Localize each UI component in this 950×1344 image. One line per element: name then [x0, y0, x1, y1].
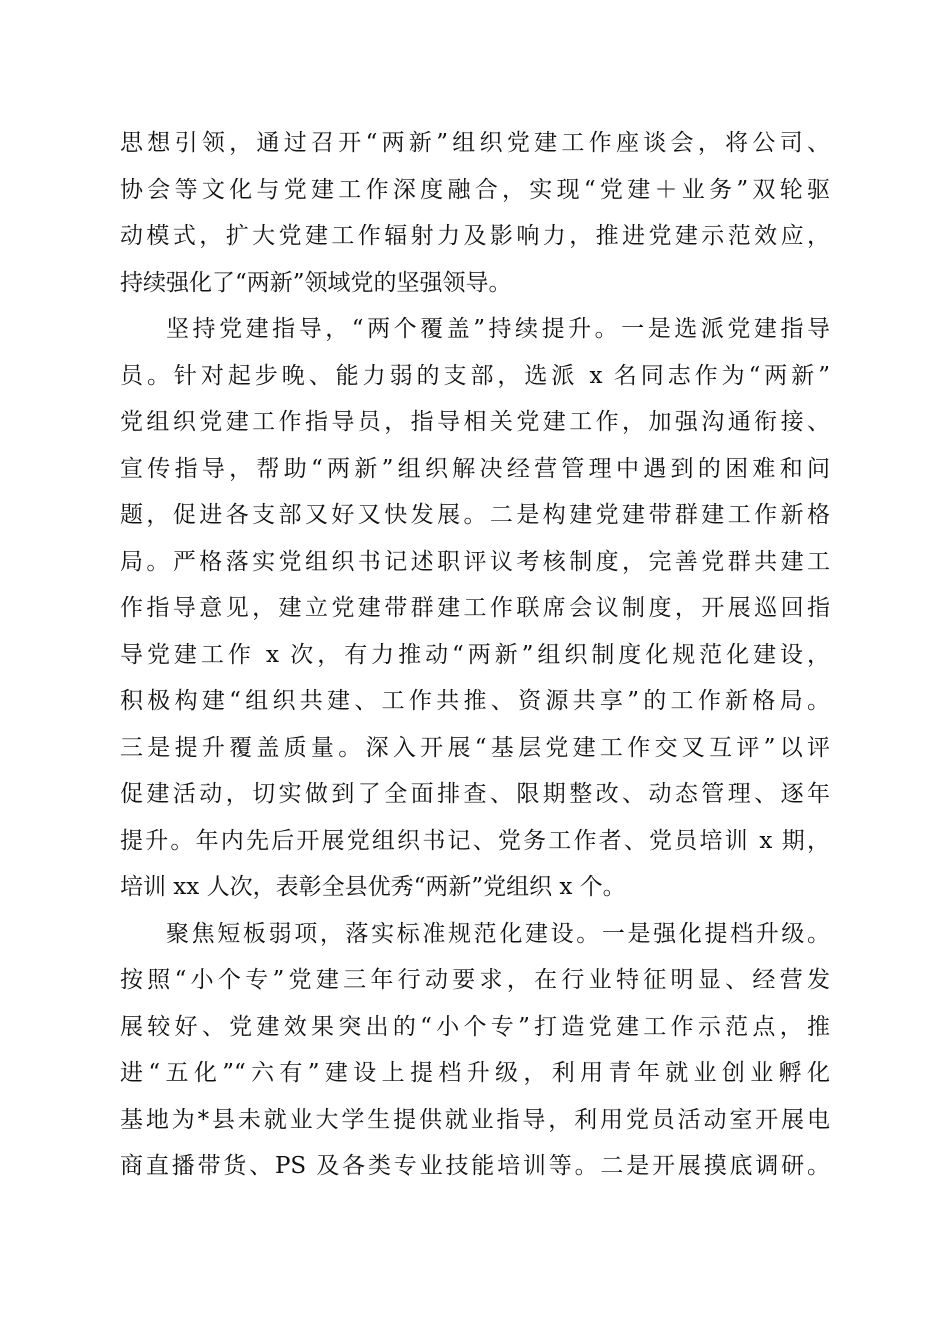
paragraph-1-line-3: 动模式，扩大党建工作辐射力及影响力，推进党建示范效应，	[120, 223, 830, 249]
paragraph-3-line-1: 聚焦短板弱项，落实标准规范化建设。一是强化提档升级。	[166, 920, 830, 947]
paragraph-1-line-4: 持续强化了“两新”领域党的坚强领导。	[120, 269, 512, 296]
paragraph-2-line-5: 题，促进各支部又好又快发展。二是构建党建带群建工作新格	[120, 502, 830, 528]
paragraph-3-line-5: 基地为*县未就业大学生提供就业指导，利用党员活动室开展电	[120, 1106, 830, 1133]
paragraph-2-line-2: 员。针对起步晚、能力弱的支部，选派 x 名同志作为“两新”	[120, 362, 830, 389]
paragraph-1-line-2: 协会等文化与党建工作深度融合，实现“党建＋业务”双轮驱	[120, 176, 830, 203]
paragraph-2-line-4: 宣传指导，帮助“两新”组织解决经营管理中遇到的困难和问	[120, 455, 830, 482]
document-body	[120, 120, 830, 1190]
paragraph-2-line-13: 培训 xx 人次，表彰全县优秀“两新”党组织 x 个。	[120, 874, 626, 900]
paragraph-3-line-4: 进“五化”“六有”建设上提档升级，利用青年就业创业孵化	[120, 1060, 830, 1086]
paragraph-2-line-11: 促建活动，切实做到了全面排查、限期整改、动态管理、逐年	[120, 781, 830, 807]
paragraph-2-line-1: 坚持党建指导，“两个覆盖”持续提升。一是选派党建指导	[166, 316, 830, 342]
paragraph-2-line-6: 局。严格落实党组织书记述职评议考核制度，完善党群共建工	[120, 548, 830, 575]
paragraph-3-line-3: 展较好、党建效果突出的“小个专”打造党建工作示范点，推	[120, 1013, 830, 1040]
paragraph-3-line-2: 按照“小个专”党建三年行动要求，在行业特征明显、经营发	[120, 967, 830, 993]
paragraph-3-line-6: 商直播带货、PS 及各类专业技能培训等。二是开展摸底调研。	[120, 1153, 830, 1179]
paragraph-2-line-12: 提升。年内先后开展党组织书记、党务工作者、党员培训 x 期，	[120, 827, 830, 854]
paragraph-1-line-1: 思想引领，通过召开“两新”组织党建工作座谈会，将公司、	[120, 130, 830, 156]
paragraph-2-line-9: 积极构建“组织共建、工作共推、资源共享”的工作新格局。	[120, 688, 830, 714]
paragraph-2-line-3: 党组织党建工作指导员，指导相关党建工作，加强沟通衔接、	[120, 409, 830, 435]
paragraph-2-line-7: 作指导意见，建立党建带群建工作联席会议制度，开展巡回指	[120, 595, 830, 621]
paragraph-2-line-10: 三是提升覆盖质量。深入开展“基层党建工作交叉互评”以评	[120, 734, 830, 761]
paragraph-2-line-8: 导党建工作 x 次，有力推动“两新”组织制度化规范化建设，	[120, 641, 830, 668]
